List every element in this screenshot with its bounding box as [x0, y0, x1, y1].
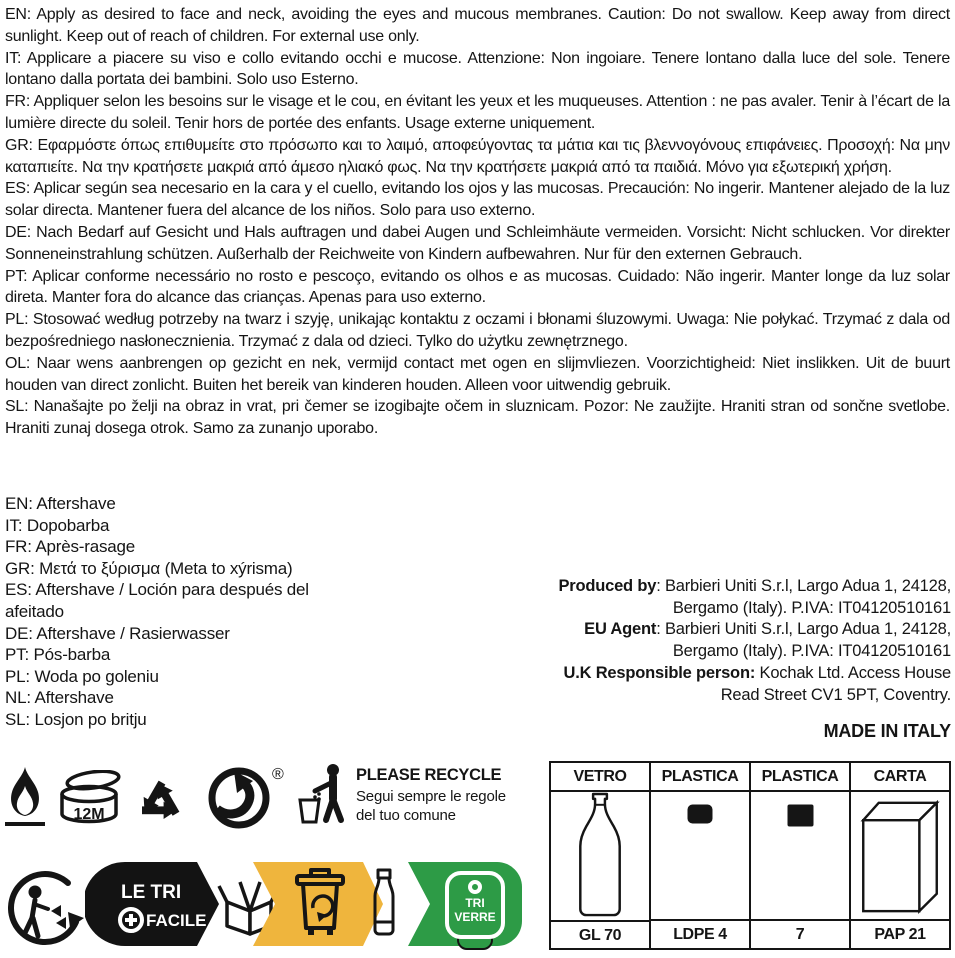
- language-code: PL:: [5, 666, 30, 686]
- column-header: VETRO: [551, 763, 649, 792]
- language-code: OL:: [5, 354, 31, 372]
- producer-label: EU Agent: [584, 620, 657, 639]
- warning-text: Stosować według potrzeby na twarz i szyję, unikając kontaktu z oczami i błonami śluzowymi. Uwaga: Nie połykać. Trzymać z dala od bezpośredniego nasłonecznienia. Trzymać z dala od dzieci. Tylko do użytku zewnętrznego.: [5, 311, 950, 350]
- warning-text: Applicare a piacere su viso e collo evitando occhi e mucose. Attenzione: Non ingoiare. Tenere lontano dalla luce del sole. Tenere lontano dalla portata dei bambini. Solo uso Esterno.: [5, 49, 951, 89]
- green-dot-icon: [206, 763, 292, 829]
- table-column-vetro: [551, 763, 649, 948]
- warning-text: Nach Bedarf auf Gesicht und Hals auftragen und dabei Augen und Schleimhäute vermeiden. Vorsicht: Nicht schlucken. Vor direkter Sonneneinstrahlung schützen. Außerhalb der Reichweite von Kindern aufbewahren. Nur für den externen Gebrauch.: [5, 223, 950, 263]
- language-code: PL:: [5, 311, 29, 329]
- producer-line: [471, 641, 951, 663]
- tri-verre-line2: VERRE: [454, 910, 496, 924]
- registered-trademark-symbol: ®: [272, 766, 284, 783]
- language-code: FR:: [5, 537, 32, 557]
- column-icon-cell: [851, 792, 949, 919]
- table-column-plastica-1: [649, 763, 749, 948]
- tidyman-icon: [297, 762, 349, 834]
- producer-info: [471, 576, 951, 706]
- product-name-line: [5, 558, 350, 580]
- language-code: SL:: [5, 709, 30, 729]
- producer-line: [471, 576, 951, 598]
- warning-paragraph: [5, 135, 950, 179]
- warning-text: Aplicar conforme necessário no rosto e pescoço, evitando os olhos e as mucosas. Cuidado: Não ingerir. Manter longe da luz solar direta. Manter fora do alcance das crianças. Apenas para uso externo.: [5, 267, 951, 307]
- language-code: NL:: [5, 688, 31, 708]
- warning-paragraph: [5, 48, 950, 92]
- producer-text: Bergamo (Italy). P.IVA: IT04120510161: [672, 598, 951, 617]
- flammable-icon: [5, 766, 45, 830]
- product-name-line: [5, 579, 350, 622]
- product-name: Dopobarba: [26, 515, 110, 535]
- cardboard-box-icon: [859, 797, 941, 915]
- material-code: PAP 21: [851, 919, 949, 948]
- product-name: Μετά το ξύρισμα (Meta to xýrisma): [39, 558, 293, 578]
- producer-text: Bergamo (Italy). P.IVA: IT04120510161: [672, 642, 951, 661]
- column-icon-cell: [551, 792, 649, 920]
- period-after-opening-icon: [57, 770, 121, 828]
- tri-verre-line1: TRI: [465, 896, 485, 910]
- banner-title-line1: LE TRI: [121, 882, 182, 903]
- column-icon-cell: [651, 792, 749, 919]
- producer-text: Read Street CV1 5PT, Coventry.: [720, 685, 951, 704]
- table-column-plastica-2: [749, 763, 849, 948]
- language-code: EN:: [5, 494, 33, 513]
- producer-text: : Barbieri Uniti S.r.l, Largo Adua 1, 24128,: [656, 577, 951, 595]
- product-names-list: [5, 493, 350, 731]
- language-code: DE:: [5, 223, 31, 241]
- recycle-mobius-icon: [130, 767, 190, 829]
- material-code: 7: [751, 919, 849, 948]
- product-name: Aftershave: [34, 688, 114, 708]
- producer-line: [471, 663, 951, 685]
- product-name: Après-rasage: [35, 537, 136, 557]
- warnings-text-block: [5, 4, 950, 440]
- material-sorting-table: [549, 761, 951, 950]
- product-name: Aftershave / Loción para después del afeitado: [5, 580, 309, 621]
- product-name: Woda po goleniu: [34, 666, 159, 686]
- banner-black-segment: [85, 862, 219, 946]
- warning-text: Appliquer selon les besoins sur le visage et le cou, en évitant les yeux et les muqueuses. Attention : ne pas avaler. Tenir à l’écart de la lumière directe du soleil. Tenir hors de portée des enfants. Usage externe uniquement.: [5, 93, 951, 132]
- product-name-line: [5, 536, 350, 558]
- warning-paragraph: [5, 91, 950, 135]
- le-tri-facile-banner: [85, 862, 525, 958]
- plastic-piece-icon: [787, 804, 814, 827]
- producer-label: U.K Responsible person:: [563, 663, 756, 682]
- product-name: Pós-barba: [33, 645, 111, 665]
- table-column-carta: [849, 763, 949, 948]
- language-code: EN:: [5, 6, 31, 23]
- language-code: IT:: [5, 515, 23, 535]
- column-icon-cell: [751, 792, 849, 919]
- plastic-cap-icon: [687, 804, 713, 824]
- language-code: DE:: [5, 623, 33, 643]
- column-header: CARTA: [851, 763, 949, 792]
- producer-line: [471, 685, 951, 707]
- product-name-line: [5, 644, 350, 666]
- language-code: ES:: [5, 580, 32, 600]
- warning-text: Nanašajte po želji na obraz in vrat, pri čemer se izogibajte očem in sluznicam. Pozor: Ne zaužijte. Hraniti stran od sončne svetlobe. Hraniti zunaj dosega otrok. Samo za zunanjo uporabo.: [5, 398, 950, 438]
- language-code: FR:: [5, 93, 31, 111]
- glass-bottle-icon: [571, 792, 629, 920]
- producer-line: [471, 619, 951, 641]
- warning-paragraph: [5, 353, 950, 397]
- banner-title-line2: FACILE: [146, 911, 207, 930]
- triman-icon: [8, 870, 84, 948]
- product-name-line: [5, 709, 350, 731]
- warning-paragraph: [5, 396, 950, 440]
- product-name: Aftershave / Rasierwasser: [36, 623, 230, 643]
- language-code: PT:: [5, 645, 29, 665]
- pao-months-label: 12M: [73, 806, 105, 823]
- product-name: Aftershave: [36, 494, 116, 513]
- language-code: IT:: [5, 49, 22, 67]
- material-code: LDPE 4: [651, 919, 749, 948]
- language-code: GR:: [5, 136, 33, 154]
- column-header: PLASTICA: [651, 763, 749, 792]
- producer-text: Kochak Ltd. Access House: [755, 663, 951, 682]
- language-code: SL:: [5, 398, 29, 416]
- recycle-note: [356, 766, 521, 825]
- made-in-italy-text: MADE IN ITALY: [823, 721, 951, 741]
- warning-paragraph: [5, 309, 950, 353]
- product-name-line: [5, 515, 350, 537]
- product-name-line: [5, 623, 350, 645]
- product-name-line: [5, 493, 350, 515]
- producer-label: Produced by: [558, 577, 657, 595]
- warning-paragraph: [5, 4, 950, 48]
- language-code: ES:: [5, 180, 31, 198]
- please-recycle-body: Segui sempre le regole del tuo comune: [356, 788, 506, 824]
- language-code: PT:: [5, 267, 28, 285]
- warning-text: Aplicar según sea necesario en la cara y el cuello, evitando los ojos y las mucosas. Precaución: No ingerir. Mantener alejado de la luz solar directa. Mantener fuera del alcance de los niños. Solo para uso externo.: [5, 180, 951, 220]
- material-code: GL 70: [551, 920, 649, 949]
- warning-paragraph: [5, 178, 950, 222]
- language-code: GR:: [5, 558, 35, 578]
- please-recycle-title: PLEASE RECYCLE: [356, 766, 502, 784]
- producer-line: [471, 598, 951, 620]
- product-name-line: [5, 687, 350, 709]
- warning-text: Apply as desired to face and neck, avoiding the eyes and mucous membranes. Caution: Do not swallow. Keep away from direct sunlight. Keep out of reach of children. For external use only.: [5, 6, 950, 45]
- warning-text: Naar wens aanbrengen op gezicht en nek, vermijd contact met ogen en slijmvliezen. Voorzichtigheid: Niet inslikken. Uit de buurt houden van direct zonlicht. Buiten het bereik van kinderen houden. Alleen voor uitwendig gebruik.: [5, 354, 951, 394]
- product-name: Losjon po britju: [34, 709, 147, 729]
- column-header: PLASTICA: [751, 763, 849, 792]
- warning-paragraph: [5, 222, 950, 266]
- producer-text: : Barbieri Uniti S.r.l, Largo Adua 1, 24128,: [656, 620, 951, 639]
- warning-text: Εφαρμόστε όπως επιθυμείτε στο πρόσωπο και το λαιμό, αποφεύγοντας τα μάτια και τις βλεννογόνους επιφάνειες. Προσοχή: Να μην καταπιείτε. Να την κρατήσετε μακριά από άμεσο ηλιακό φως. Να την κρατήσετε μακριά από τα παιδιά. Μόνο για εξωτερική χρήση.: [5, 136, 950, 176]
- warning-paragraph: [5, 266, 950, 310]
- product-name-line: [5, 666, 350, 688]
